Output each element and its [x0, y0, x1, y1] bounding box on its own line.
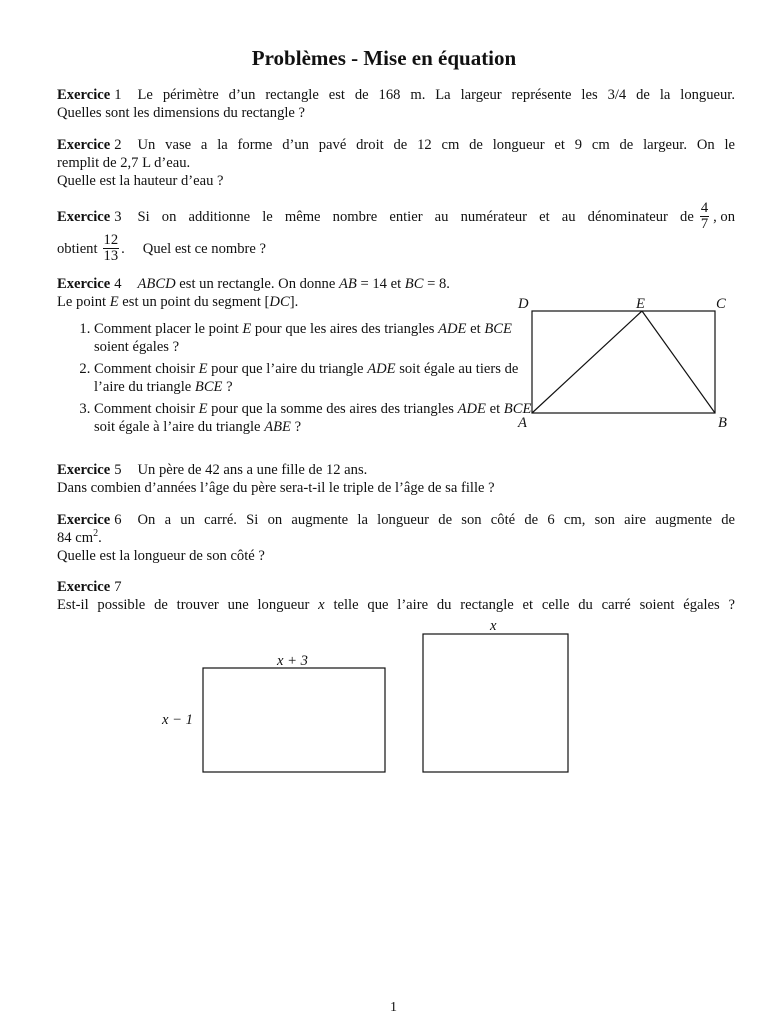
label-e: E: [636, 296, 645, 312]
square-figure: [423, 634, 568, 772]
label-b: B: [718, 415, 727, 431]
exercice-3-text: Si on additionne le même nombre entier au numérateur et au dénominateur de: [137, 208, 694, 225]
math-x: x: [318, 597, 325, 613]
exercice-number: 7: [114, 579, 122, 595]
square-top-label: x: [490, 618, 497, 634]
exercice-1-line2: Quelles sont les dimensions du rectangle ?: [57, 105, 306, 121]
exercice-4-text: ].: [289, 294, 299, 310]
exercice-number: 6: [114, 512, 122, 528]
exercice-label: Exercice: [57, 208, 111, 225]
question-1: 1. Comment placer le point E pour que les aires des triangles ADE et BCE soient égales ?: [94, 320, 536, 356]
exercice-4-text: Le point: [57, 294, 107, 310]
math-bc: BC: [404, 276, 424, 292]
question-2: 2. Comment choisir E pour que l’aire du triangle ADE soit égale au tiers de l’aire du triangle BCE ?: [94, 360, 536, 396]
exercice-3-text2: obtient: [57, 240, 98, 257]
exercice-7-text: telle que l’aire du rectangle et celle du carré soient égales ?: [333, 597, 735, 613]
exercice-6-text: 84 cm: [57, 530, 94, 546]
label-c: C: [716, 296, 726, 312]
exercice-number: 2: [114, 137, 122, 153]
exercice-6-text: On a un carré. Si on augmente la longueur de son côté de 6 cm, son aire augmente de: [137, 512, 735, 528]
math-dc: DC: [269, 294, 290, 310]
exercice-number: 5: [114, 462, 122, 478]
fraction-denominator: 7: [700, 216, 709, 232]
exercice-label: Exercice: [57, 276, 111, 292]
page-title: Problèmes - Mise en équation: [251, 46, 517, 70]
exercice-3-question: Quel est ce nombre ?: [142, 240, 266, 257]
exercice-5-line2: Dans combien d’années l’âge du père sera-t-il le triple de l’âge de sa fille ?: [57, 480, 495, 496]
fraction-numerator: 4: [700, 200, 709, 216]
fraction-numerator: 12: [103, 232, 119, 248]
exercice-7-text: Est-il possible de trouver une longueur: [57, 597, 310, 613]
exercice-1-text: Le périmètre d’un rectangle est de 168 m. La largeur représente les 3/4 de la longueur.: [137, 87, 735, 103]
math-e: E: [109, 294, 119, 310]
question-3: 3. Comment choisir E pour que la somme des aires des triangles ADE et BCE soit égale à l’aire du triangle ABE ?: [94, 400, 536, 436]
exercice-4-text: est un rectangle. On donne: [179, 276, 336, 292]
math-abcd: ABCD: [137, 276, 176, 292]
exercice-label: Exercice: [57, 579, 111, 595]
exercice-2-text: Un vase a la forme d’un pavé droit de 12 cm de longueur et 9 cm de largeur. On le: [137, 137, 735, 153]
exercice-4-text: = 14 et: [360, 276, 402, 292]
superscript-2: 2: [93, 528, 99, 539]
exercice-number: 1: [114, 87, 122, 103]
exercice-6-text: .: [98, 530, 102, 546]
page-number: 1: [390, 1000, 397, 1015]
math-ab: AB: [338, 276, 357, 292]
exercice-4-text: = 8.: [427, 276, 450, 292]
exercice-label: Exercice: [57, 137, 111, 153]
exercice-6-line3: Quelle est la longueur de son côté ?: [57, 548, 265, 564]
exercice-2-line3: Quelle est la hauteur d’eau ?: [57, 173, 224, 189]
exercice-3-text-end: , on: [713, 208, 735, 225]
exercice-5-text: Un père de 42 ans a une fille de 12 ans.: [137, 462, 368, 478]
exercice-label: Exercice: [57, 512, 111, 528]
label-d: D: [518, 296, 529, 312]
exercice-number: 4: [114, 276, 122, 292]
exercice-label: Exercice: [57, 87, 111, 103]
exercice-number: 3: [114, 208, 122, 225]
exercice-2-line2: remplit de 2,7 L d’eau.: [57, 155, 191, 171]
fraction-denominator: 13: [103, 248, 119, 264]
rectangle-left-label: x − 1: [162, 712, 193, 728]
label-a: A: [518, 415, 527, 431]
exercice-label: Exercice: [57, 462, 111, 478]
exercice-3-line2: obtient $\frac{12}{13}$ . Quel est ce nombre ?: [57, 232, 266, 264]
rectangle-figure: [203, 668, 385, 772]
rectangle-top-label: x + 3: [277, 653, 308, 669]
exercice-4-text: est un point du segment [: [122, 294, 270, 310]
